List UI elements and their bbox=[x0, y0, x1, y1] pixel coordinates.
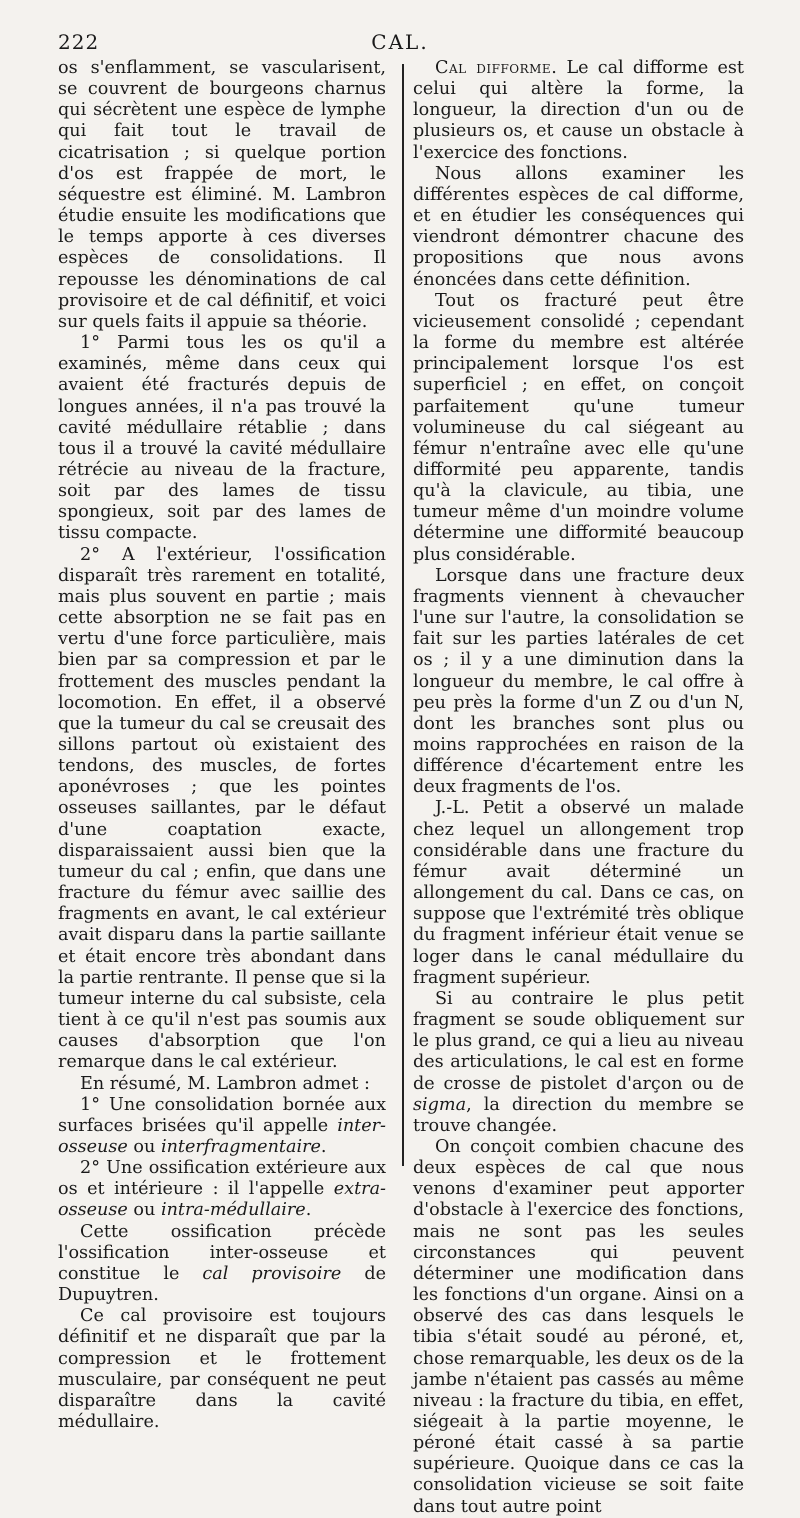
column-divider bbox=[402, 64, 404, 1166]
paragraph-overlapping-fragments: Lorsque dans une fracture deux fragments viennent à chevaucher l'une sur l'autre, la consolidation se fait sur les parties latérales de cet os ; il y a une diminution dans la longueur du membre, le cal offre à peu près la forme d'un Z ou d'un N, dont les branches sont plus ou moins rapprochées en raison de la différence d'écartement entre les deux fragments de l'os. bbox=[413, 565, 744, 798]
term-intra-medullaire: intra-médullaire bbox=[160, 1200, 306, 1221]
running-title: CAL. bbox=[371, 30, 429, 54]
paragraph-point-1: 1° Parmi tous les os qu'il a examinés, même dans ceux qui avaient été fracturés depuis de longues années, il n'a pas trouvé la cavité médullaire rétablie ; dans tous il a trouvé la cavité médullaire rétrécie au niveau de la fracture, soit par des lames de tissu spongieux, soit par des lames de tissu compacte. bbox=[58, 333, 386, 544]
term-sigma: sigma bbox=[413, 1094, 467, 1115]
paragraph-summary-2: 2° Une ossification extérieure aux os et intérieure : il l'appelle extra-osseuse ou intra-médullaire. bbox=[58, 1158, 386, 1221]
term-extra-osseuse: extra-osseuse bbox=[58, 1179, 386, 1221]
section-heading: Cal difforme. bbox=[435, 58, 558, 78]
paragraph-conclusion: Ce cal provisoire est toujours définitif et ne disparaît que par la compression et le frottement musculaire, par conséquent ne peut disparaître dans la cavité médullaire. bbox=[58, 1306, 386, 1432]
paragraph-examine-species: Nous allons examiner les différentes espèces de cal difforme, et en étudier les conséquences qui viendront démontrer chacune des propositions que nous avons énoncées dans cette définition. bbox=[413, 163, 744, 290]
paragraph-point-2: 2° A l'extérieur, l'ossification disparaît très rarement en totalité, mais plus souvent en partie ; mais cette absorption ne se fait pas en vertu d'une force particulière, mais bien par sa compression et par le frottement des muscles pendant la locomotion. En effet, il a observé que la tumeur du cal se creusait des sillons partout où existaient des tendons, des muscles, de fortes aponévroses ; que les pointes osseuses saillantes, par le défaut d'une coaptation exacte, disparaissaient aussi bien que la tumeur du cal ; enfin, que dans une fracture du fémur avec saillie des fragments en avant, le cal extérieur avait disparu dans la partie saillante et était encore très abondant dans la partie rentrante. Il pense que si la tumeur interne du cal subsiste, cela tient à ce qu'il n'est pas soumis aux causes d'absorption que l'on remarque dans le cal extérieur. bbox=[58, 544, 386, 1073]
left-column bbox=[58, 58, 386, 1433]
page-header bbox=[58, 30, 742, 56]
term-interfragmentaire: interfragmentaire bbox=[160, 1136, 321, 1157]
paragraph-cal-provisoire: Cette ossification précède l'ossification inter-osseuse et constitue le cal provisoire de Dupuytren. bbox=[58, 1221, 386, 1306]
page-number: 222 bbox=[58, 30, 100, 54]
paragraph-continued: os s'enflamment, se vascularisent, se couvrent de bourgeons charnus qui sécrètent une espèce de lymphe qui fait tout le travail de cicatrisation ; si quelque portion d'os est frappée de mort, le séquestre est éliminé. M. Lambron étudie ensuite les modifications que le temps apporte à ces diverses espèces de consolidations. Il repousse les dénominations de cal provisoire et de cal définitif, et voici sur quels faits il appuie sa théorie. bbox=[58, 58, 386, 332]
paragraph-summary-1: 1° Une consolidation bornée aux surfaces brisées qu'il appelle inter-osseuse ou interfragmentaire. bbox=[58, 1094, 386, 1157]
paragraph-summary-intro: En résumé, M. Lambron admet : bbox=[80, 1073, 370, 1094]
paragraph-cal-difforme-definition: Cal difforme. Le cal difforme est celui qui altère la forme, la longueur, la direction d'un ou de plusieurs os, et cause un obstacle à l'exercice des fonctions. bbox=[413, 58, 745, 163]
term-inter-osseuse: inter-osseuse bbox=[58, 1115, 386, 1157]
paragraph-oblique-fragment: Si au contraire le plus petit fragment se soude obliquement sur le plus grand, ce qui a lieu au niveau des articulations, le cal est en forme de crosse de pistolet d'arçon ou de sigma, la direction du membre se trouve changée. bbox=[413, 988, 744, 1136]
term-cal-provisoire: cal provisoire bbox=[202, 1263, 342, 1284]
paragraph-vicious-consolidation: Tout os fracturé peut être vicieusement consolidé ; cependant la forme du membre est altérée principalement lorsque l'os est superficiel ; en effet, on conçoit parfaitement qu'une tumeur volumineuse du cal siégeant au fémur n'entraîne avec elle qu'une difformité peu apparente, tandis qu'à la clavicule, au tibia, une tumeur même d'un moindre volume détermine une difformité beaucoup plus considérable. bbox=[413, 290, 744, 565]
paragraph-function-obstacle: On conçoit combien chacune des deux espèces de cal que nous venons d'examiner peut apporter d'obstacle à l'exercice des fonctions, mais ne sont pas les seules circonstances qui peuvent déterminer une modification dans les fonctions d'un organe. Ainsi on a observé des cas dans lesquels le tibia s'était soudé au péroné, et, chose remarquable, les deux os de la jambe n'étaient pas cassés au même niveau : la fracture du tibia, en effet, siégeait à la partie moyenne, le péroné était cassé à sa partie supérieure. Quoique dans ce cas la consolidation vicieuse se soit faite dans tout autre point bbox=[413, 1136, 744, 1517]
paragraph-jl-petit: J.-L. Petit a observé un malade chez lequel un allongement trop considérable dans une fracture du fémur avait déterminé un allongement du cal. Dans ce cas, on suppose que l'extrémité très oblique du fragment inférieur était venue se loger dans le canal médullaire du fragment supérieur. bbox=[413, 798, 744, 988]
right-column bbox=[413, 58, 744, 1518]
